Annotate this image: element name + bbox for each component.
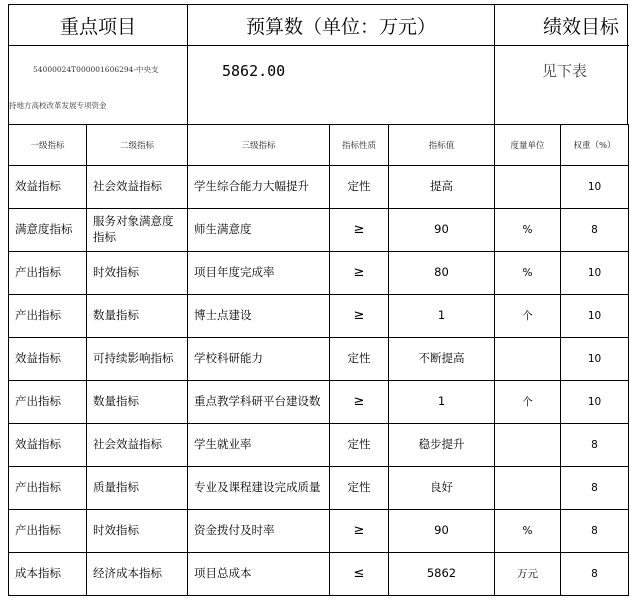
col-header-nature: 指标性质	[330, 125, 389, 166]
weight-cell: 10	[561, 338, 629, 381]
project-code-line1: 54000024T000001606294-中央支	[33, 65, 159, 74]
unit-cell: %	[495, 209, 561, 252]
unit-cell: 万元	[495, 553, 561, 596]
level3-cell: 项目年度完成率	[188, 252, 330, 295]
value-cell: 1	[389, 295, 495, 338]
value-cell: 80	[389, 252, 495, 295]
level1-cell: 产出指标	[9, 510, 87, 553]
level2-cell: 时效指标	[87, 252, 188, 295]
goal-column	[495, 5, 629, 124]
level2-cell: 数量指标	[87, 381, 188, 424]
level2-cell: 可持续影响指标	[87, 338, 188, 381]
unit-cell: %	[495, 510, 561, 553]
table-row	[9, 295, 629, 338]
budget-cell	[188, 46, 494, 124]
level1-cell: 效益指标	[9, 338, 87, 381]
indicator-table	[8, 124, 629, 596]
level2-cell: 质量指标	[87, 467, 188, 510]
project-code-line2: 持地方高校改革发展专项资金	[9, 100, 107, 110]
col-header-level1: 一级指标	[9, 125, 87, 166]
level1-cell: 满意度指标	[9, 209, 87, 252]
level2-cell: 时效指标	[87, 510, 188, 553]
level3-cell: 专业及课程建设完成质量	[188, 467, 330, 510]
table-header-row	[9, 125, 629, 166]
unit-cell	[495, 424, 561, 467]
level1-cell: 效益指标	[9, 166, 87, 209]
value-cell: 良好	[389, 467, 495, 510]
goal-heading: 绩效目标	[495, 5, 629, 46]
level1-cell: 效益指标	[9, 424, 87, 467]
level2-cell: 经济成本指标	[87, 553, 188, 596]
unit-cell: %	[495, 252, 561, 295]
budget-amount: 5862.00	[222, 62, 286, 80]
weight-cell: 8	[561, 553, 629, 596]
weight-cell: 8	[561, 424, 629, 467]
table-row	[9, 338, 629, 381]
nature-cell: ≥	[330, 381, 389, 424]
weight-cell: 8	[561, 467, 629, 510]
nature-cell: ≥	[330, 252, 389, 295]
nature-cell: ≤	[330, 553, 389, 596]
table-row	[9, 553, 629, 596]
key-project-heading: 重点项目	[9, 5, 187, 46]
level3-cell: 资金拨付及时率	[188, 510, 330, 553]
weight-cell: 10	[561, 295, 629, 338]
goal-note: 见下表	[542, 62, 588, 80]
level2-cell: 社会效益指标	[87, 166, 188, 209]
level1-cell: 成本指标	[9, 553, 87, 596]
value-cell: 90	[389, 510, 495, 553]
col-header-level2: 二级指标	[87, 125, 188, 166]
col-header-level3: 三级指标	[188, 125, 330, 166]
level1-cell: 产出指标	[9, 381, 87, 424]
weight-cell: 10	[561, 252, 629, 295]
col-header-value: 指标值	[389, 125, 495, 166]
budget-heading: 预算数（单位：万元）	[188, 5, 494, 46]
level3-cell: 学校科研能力	[188, 338, 330, 381]
nature-cell: 定性	[330, 338, 389, 381]
value-cell: 不断提高	[389, 338, 495, 381]
nature-cell: 定性	[330, 424, 389, 467]
unit-cell	[495, 338, 561, 381]
table-row	[9, 381, 629, 424]
value-cell: 90	[389, 209, 495, 252]
table-row	[9, 252, 629, 295]
nature-cell: ≥	[330, 510, 389, 553]
nature-cell: 定性	[330, 467, 389, 510]
key-project-column	[9, 5, 188, 124]
table-row	[9, 510, 629, 553]
level1-cell: 产出指标	[9, 467, 87, 510]
table-row	[9, 424, 629, 467]
nature-cell: ≥	[330, 295, 389, 338]
value-cell: 稳步提升	[389, 424, 495, 467]
value-cell: 5862	[389, 553, 495, 596]
level2-cell: 数量指标	[87, 295, 188, 338]
level3-cell: 学生综合能力大幅提升	[188, 166, 330, 209]
table-row	[9, 209, 629, 252]
unit-cell: 个	[495, 295, 561, 338]
unit-cell	[495, 467, 561, 510]
col-header-unit: 度量单位	[495, 125, 561, 166]
level1-cell: 产出指标	[9, 252, 87, 295]
value-cell: 1	[389, 381, 495, 424]
unit-cell: 个	[495, 381, 561, 424]
table-row	[9, 467, 629, 510]
level2-cell: 服务对象满意度指标	[87, 209, 188, 252]
budget-column	[188, 5, 495, 124]
header-block	[8, 4, 628, 124]
nature-cell: ≥	[330, 209, 389, 252]
level3-cell: 重点教学科研平台建设数	[188, 381, 330, 424]
weight-cell: 10	[561, 166, 629, 209]
level1-cell: 产出指标	[9, 295, 87, 338]
table-row	[9, 166, 629, 209]
unit-cell	[495, 166, 561, 209]
weight-cell: 10	[561, 381, 629, 424]
col-header-weight: 权重（%）	[561, 125, 629, 166]
level3-cell: 项目总成本	[188, 553, 330, 596]
weight-cell: 8	[561, 510, 629, 553]
level3-cell: 学生就业率	[188, 424, 330, 467]
performance-target-sheet	[8, 4, 628, 596]
weight-cell: 8	[561, 209, 629, 252]
nature-cell: 定性	[330, 166, 389, 209]
level3-cell: 博士点建设	[188, 295, 330, 338]
goal-cell	[495, 46, 629, 124]
level2-cell: 社会效益指标	[87, 424, 188, 467]
value-cell: 提高	[389, 166, 495, 209]
level3-cell: 师生满意度	[188, 209, 330, 252]
project-code-cell	[9, 46, 187, 124]
